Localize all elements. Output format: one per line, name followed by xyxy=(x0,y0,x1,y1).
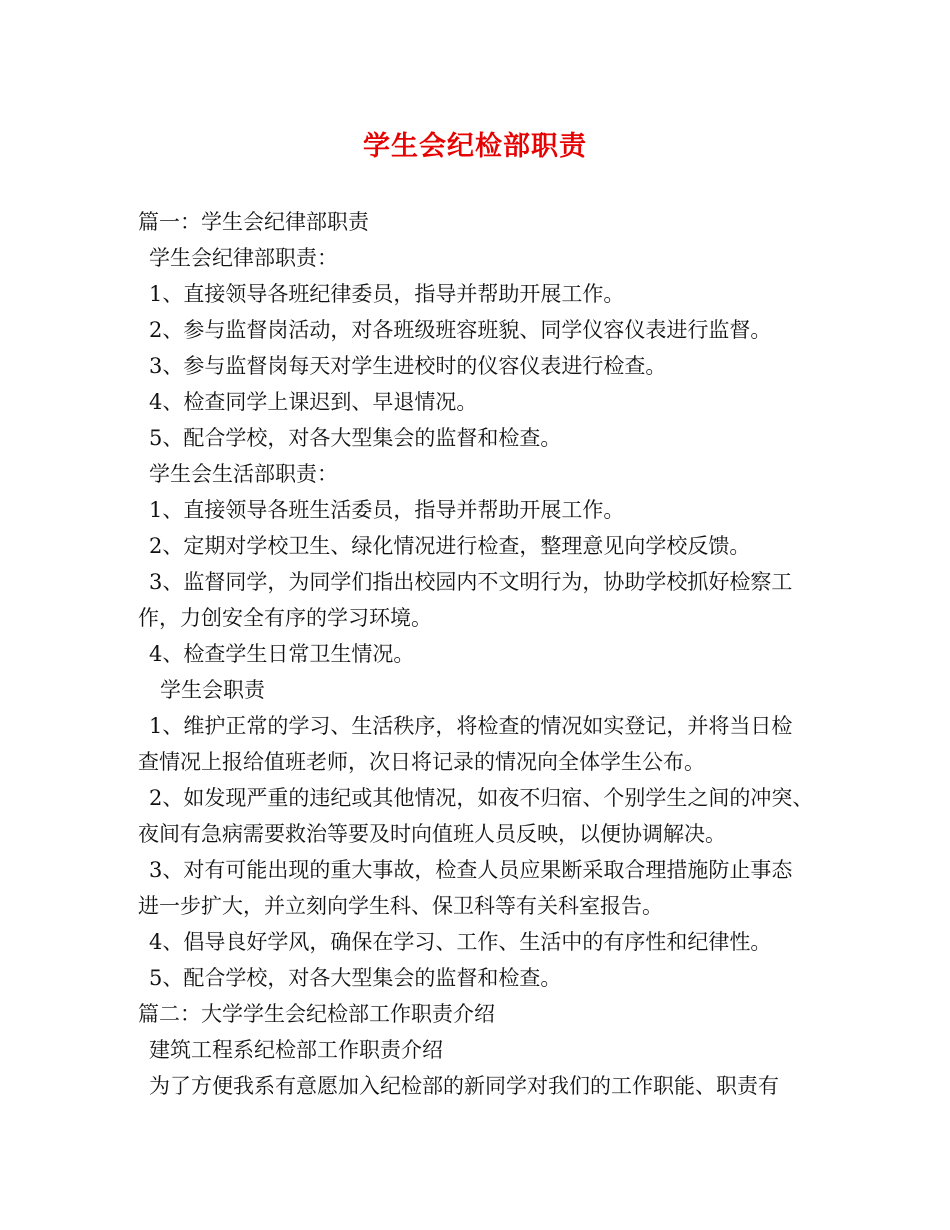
paragraph-line: 夜间有急病需要救治等要及时向值班人员反映，以便协调解决。 xyxy=(138,822,726,846)
paragraph-line: 3、对有可能出现的重大事故，检查人员应果断采取合理措施防止事态 xyxy=(149,858,793,882)
document-body xyxy=(138,204,828,1104)
paragraph-line: 篇二：大学学生会纪检部工作职责介绍 xyxy=(138,1002,495,1026)
paragraph-line: 1、维护正常的学习、生活秩序，将检查的情况如实登记，并将当日检 xyxy=(149,714,793,738)
paragraph-line: 建筑工程系纪检部工作职责介绍 xyxy=(149,1038,443,1062)
paragraph-line: 篇一：学生会纪律部职责 xyxy=(138,210,369,234)
paragraph-line: 5、配合学校，对各大型集会的监督和检查。 xyxy=(149,426,562,450)
paragraph-line: 作，力创安全有序的学习环境。 xyxy=(138,606,432,630)
document-title: 学生会纪检部职责 xyxy=(363,131,587,162)
paragraph-line: 2、定期对学校卫生、绿化情况进行检查，整理意见向学校反馈。 xyxy=(149,534,751,558)
paragraph-line: 2、如发现严重的违纪或其他情况，如夜不归宿、个别学生之间的冲突、 xyxy=(149,786,814,810)
paragraph-line: 3、监督同学，为同学们指出校园内不文明行为，协助学校抓好检察工 xyxy=(149,570,793,594)
paragraph-line: 学生会职责 xyxy=(160,678,265,702)
paragraph-line: 学生会生活部职责： xyxy=(149,462,338,486)
paragraph-line: 为了方便我系有意愿加入纪检部的新同学对我们的工作职能、职责有 xyxy=(149,1074,779,1098)
paragraph-line: 5、配合学校，对各大型集会的监督和检查。 xyxy=(149,966,562,990)
paragraph-line: 4、检查同学上课迟到、早退情况。 xyxy=(149,390,478,414)
paragraph-line: 2、参与监督岗活动，对各班级班容班貌、同学仪容仪表进行监督。 xyxy=(149,318,772,342)
paragraph-line: 1、直接领导各班纪律委员，指导并帮助开展工作。 xyxy=(149,282,625,306)
paragraph-line: 3、参与监督岗每天对学生进校时的仪容仪表进行检查。 xyxy=(149,354,667,378)
paragraph-line: 1、直接领导各班生活委员，指导并帮助开展工作。 xyxy=(149,498,625,522)
paragraph-line: 查情况上报给值班老师，次日将记录的情况向全体学生公布。 xyxy=(138,750,705,774)
paragraph-line: 4、倡导良好学风，确保在学习、工作、生活中的有序性和纪律性。 xyxy=(149,930,772,954)
paragraph-line: 4、检查学生日常卫生情况。 xyxy=(149,642,415,666)
paragraph-line: 进一步扩大，并立刻向学生科、保卫科等有关科室报告。 xyxy=(138,894,663,918)
paragraph-line: 学生会纪律部职责： xyxy=(149,246,338,270)
